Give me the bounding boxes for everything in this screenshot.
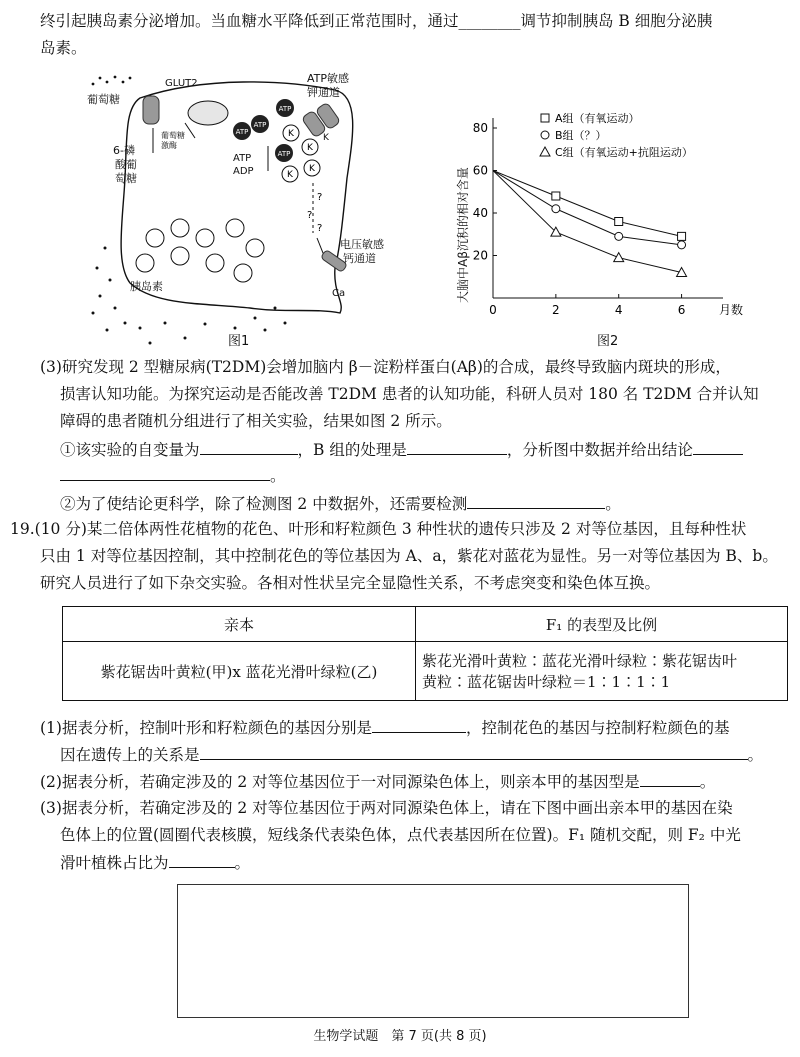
text-line xyxy=(40,797,733,819)
q19-p1-end: 。 xyxy=(747,746,764,764)
y-tick-label: 20 xyxy=(472,248,488,263)
q19-p1 xyxy=(40,716,729,739)
cross-experiment-table xyxy=(62,606,788,701)
data-point xyxy=(678,241,686,249)
data-point xyxy=(615,218,623,226)
svg-text:K: K xyxy=(287,170,293,180)
text-line xyxy=(40,545,778,567)
insulin-vesicles xyxy=(136,219,264,282)
q19-p2-end: 。 xyxy=(699,773,716,791)
q19-p1-a: (1)据表分析，控制叶形和籽粒颜色的基因分别是 xyxy=(40,719,372,737)
label-g6p-1: 6-磷 xyxy=(113,144,135,157)
y-tick-label: 80 xyxy=(472,121,488,135)
legend-marker xyxy=(540,147,550,156)
text-line xyxy=(40,356,731,378)
text-line xyxy=(40,10,712,32)
q19-p3-line3 xyxy=(60,851,250,874)
q3-sub1-end: 。 xyxy=(270,467,286,485)
legend-label: B组（？） xyxy=(555,129,607,142)
q19-p3-line1: (3)据表分析，若确定涉及的 2 对等位基因位于两对同源染色体上，请在下图中画出亲本甲的基因在染 xyxy=(40,799,733,817)
label-ca-channel-1: 电压敏感 xyxy=(340,238,384,251)
q3-line2: 损害认知功能。为探究运动是否能改善 T2DM 患者的认知功能，科研人员对 180 名 T2DM 合并认知 xyxy=(60,385,759,403)
x-tick-label: 2 xyxy=(552,303,560,317)
figure-2-caption: 图2 xyxy=(597,334,619,349)
answer-blank-ratio[interactable] xyxy=(169,851,235,868)
q19-line2: 只由 1 对等位基因控制，其中控制花色的等位基因为 A、a，紫花对蓝花为显性。另一对等位基因为 B、b。 xyxy=(40,547,778,565)
cell-f1-line1: 紫花光滑叶黄粒∶蓝花光滑叶绿粒∶紫花锯齿叶 xyxy=(422,652,738,670)
series-line-0 xyxy=(493,171,682,237)
x-axis-label: 月数 xyxy=(719,303,744,317)
label-insulin: 胰岛素 xyxy=(130,280,163,293)
cell-f1 xyxy=(416,642,788,701)
q19-p1-b: ，控制花色的基因与控制籽粒颜色的基 xyxy=(465,719,730,737)
legend-label: C组（有氧运动+抗阻运动） xyxy=(555,146,693,159)
answer-blank-conclusion-1[interactable] xyxy=(693,438,743,455)
svg-text:ATP: ATP xyxy=(235,128,249,136)
label-g6p-2: 酸葡 xyxy=(115,158,137,171)
svg-text:K: K xyxy=(288,129,294,139)
text-top-line1: 终引起胰岛素分泌增加。当血糖水平降低到正常范围时，通过________调节抑制胰岛 B 细胞分泌胰 xyxy=(40,12,713,30)
q19-p3-line2: 色体上的位置(圆圈代表核膜，短线条代表染色体，点代表基因所在位置)。F₁ 随机交配，则 F₂ 中光 xyxy=(60,826,741,844)
svg-text:ATP: ATP xyxy=(253,121,267,129)
q3-sub2 xyxy=(60,492,621,515)
q19-p2-a: (2)据表分析，若确定涉及的 2 对等位基因位于一对同源染色体上，则亲本甲的基因型是 xyxy=(40,773,640,791)
data-point xyxy=(678,232,686,240)
text-line xyxy=(60,824,741,846)
label-k: K xyxy=(323,133,329,143)
answer-blank-independent-variable[interactable] xyxy=(200,438,298,455)
answer-blank-conclusion-2[interactable] xyxy=(60,464,270,481)
q19-p2 xyxy=(40,770,715,793)
label-ca-channel-2: 钙通道 xyxy=(343,252,376,265)
q3-sub1-a: ①该实验的自变量为 xyxy=(60,441,200,459)
cell-parents: 紫花锯齿叶黄粒(甲)x 蓝花光滑叶绿粒(乙) xyxy=(63,642,416,701)
q19-p1-cont xyxy=(60,743,763,766)
q19-line3: 研究人员进行了如下杂交实验。各相对性状呈完全显隐性关系，不考虑突变和染色体互换。 xyxy=(40,574,661,592)
q19-p1-c: 因在遗传上的关系是 xyxy=(60,746,200,764)
header-parents: 亲本 xyxy=(63,607,416,642)
series-line-2 xyxy=(493,171,682,273)
text-line xyxy=(60,410,452,432)
answer-blank-additional-detection[interactable] xyxy=(467,492,605,509)
cell-f1-line2: 黄粒∶蓝花锯齿叶绿粒＝1∶1∶1∶1 xyxy=(422,673,671,691)
page-footer: 生物学试题 第 7 页(共 8 页) xyxy=(313,1029,487,1044)
svg-text:K: K xyxy=(309,164,315,174)
data-point xyxy=(552,205,560,213)
y-tick-label: 40 xyxy=(472,206,488,220)
label-atp: ATP xyxy=(233,153,252,164)
x-tick-label: 6 xyxy=(677,303,686,317)
q3-sub1-b: ，B 组的处理是 xyxy=(297,441,407,459)
text-line xyxy=(60,383,759,405)
label-glut2: GLUT2 xyxy=(165,78,198,89)
x-tick-label: 0 xyxy=(489,303,497,317)
label-adp: ADP xyxy=(233,166,254,177)
svg-text:?: ? xyxy=(317,223,323,234)
legend-marker xyxy=(541,114,549,122)
label-ca: Ca xyxy=(332,288,346,299)
figure-2-line-chart xyxy=(455,108,755,328)
label-g6p-3: 萄糖 xyxy=(115,172,137,185)
drawing-answer-box[interactable] xyxy=(177,884,689,1018)
glucose-dots xyxy=(92,76,132,86)
q3-sub1-cont xyxy=(60,464,286,487)
text-line xyxy=(40,572,660,594)
data-point xyxy=(552,192,560,200)
glut2-transporter xyxy=(143,96,159,124)
legend-marker xyxy=(541,131,549,139)
q3-sub2-end: 。 xyxy=(605,495,621,513)
text-top-line2: 岛素。 xyxy=(40,39,87,57)
legend-label: A组（有氧运动） xyxy=(555,112,640,125)
q3-sub1-c: ，分析图中数据并给出结论 xyxy=(506,441,693,459)
y-axis-label: 大脑中Aβ沉积的相对含量 xyxy=(456,167,470,303)
mitochondrion xyxy=(188,101,228,125)
answer-blank-genes[interactable] xyxy=(372,716,466,733)
answer-blank-gene-relationship[interactable] xyxy=(200,743,748,760)
text-line xyxy=(10,518,746,540)
q3-line3: 障碍的患者随机分组进行了相关实验，结果如图 2 所示。 xyxy=(60,412,452,430)
data-point xyxy=(614,253,624,262)
svg-text:ATP: ATP xyxy=(278,105,292,113)
figure-1-cell-diagram xyxy=(85,68,420,358)
q3-sub1 xyxy=(60,438,743,461)
insulin-dots xyxy=(92,247,287,345)
header-f1: F₁ 的表型及比例 xyxy=(416,607,788,642)
answer-blank-genotype[interactable] xyxy=(640,770,700,787)
svg-text:K: K xyxy=(307,143,313,153)
label-atp-channel-1: ATP敏感 xyxy=(307,72,350,85)
data-point xyxy=(615,232,623,240)
text-line xyxy=(40,37,87,59)
q3-sub2-a: ②为了使结论更科学，除了检测图 2 中数据外，还需要检测 xyxy=(60,495,468,513)
q19-line1: 19.(10 分)某二倍体两性花植物的花色、叶形和籽粒颜色 3 种性状的遗传只涉及 2 对等位基因，且每种性状 xyxy=(10,520,747,538)
x-tick-label: 4 xyxy=(614,303,623,317)
label-glucose: 葡萄糖 xyxy=(87,93,120,106)
q19-p3-line3-a: 滑叶植株占比为 xyxy=(60,854,169,872)
q3-line1: (3)研究发现 2 型糖尿病(T2DM)会增加脑内 β－淀粉样蛋白(Aβ)的合成，最终导致脑内斑块的形成， xyxy=(40,358,731,376)
table-header-row xyxy=(63,607,788,642)
q19-p3-line3-end: 。 xyxy=(234,854,251,872)
figure-1-caption: 图1 xyxy=(228,334,250,349)
table-row xyxy=(63,642,788,701)
label-atp-channel-2: 钾通道 xyxy=(307,86,340,99)
svg-text:?: ? xyxy=(317,192,323,203)
label-kinase-2: 激酶 xyxy=(161,141,177,150)
svg-text:ATP: ATP xyxy=(277,150,291,158)
answer-blank-group-b[interactable] xyxy=(407,438,507,455)
label-kinase-1: 葡萄糖 xyxy=(161,131,185,140)
question-marks xyxy=(307,192,322,234)
svg-text:?: ? xyxy=(307,210,313,221)
y-tick-label: 60 xyxy=(472,163,488,178)
